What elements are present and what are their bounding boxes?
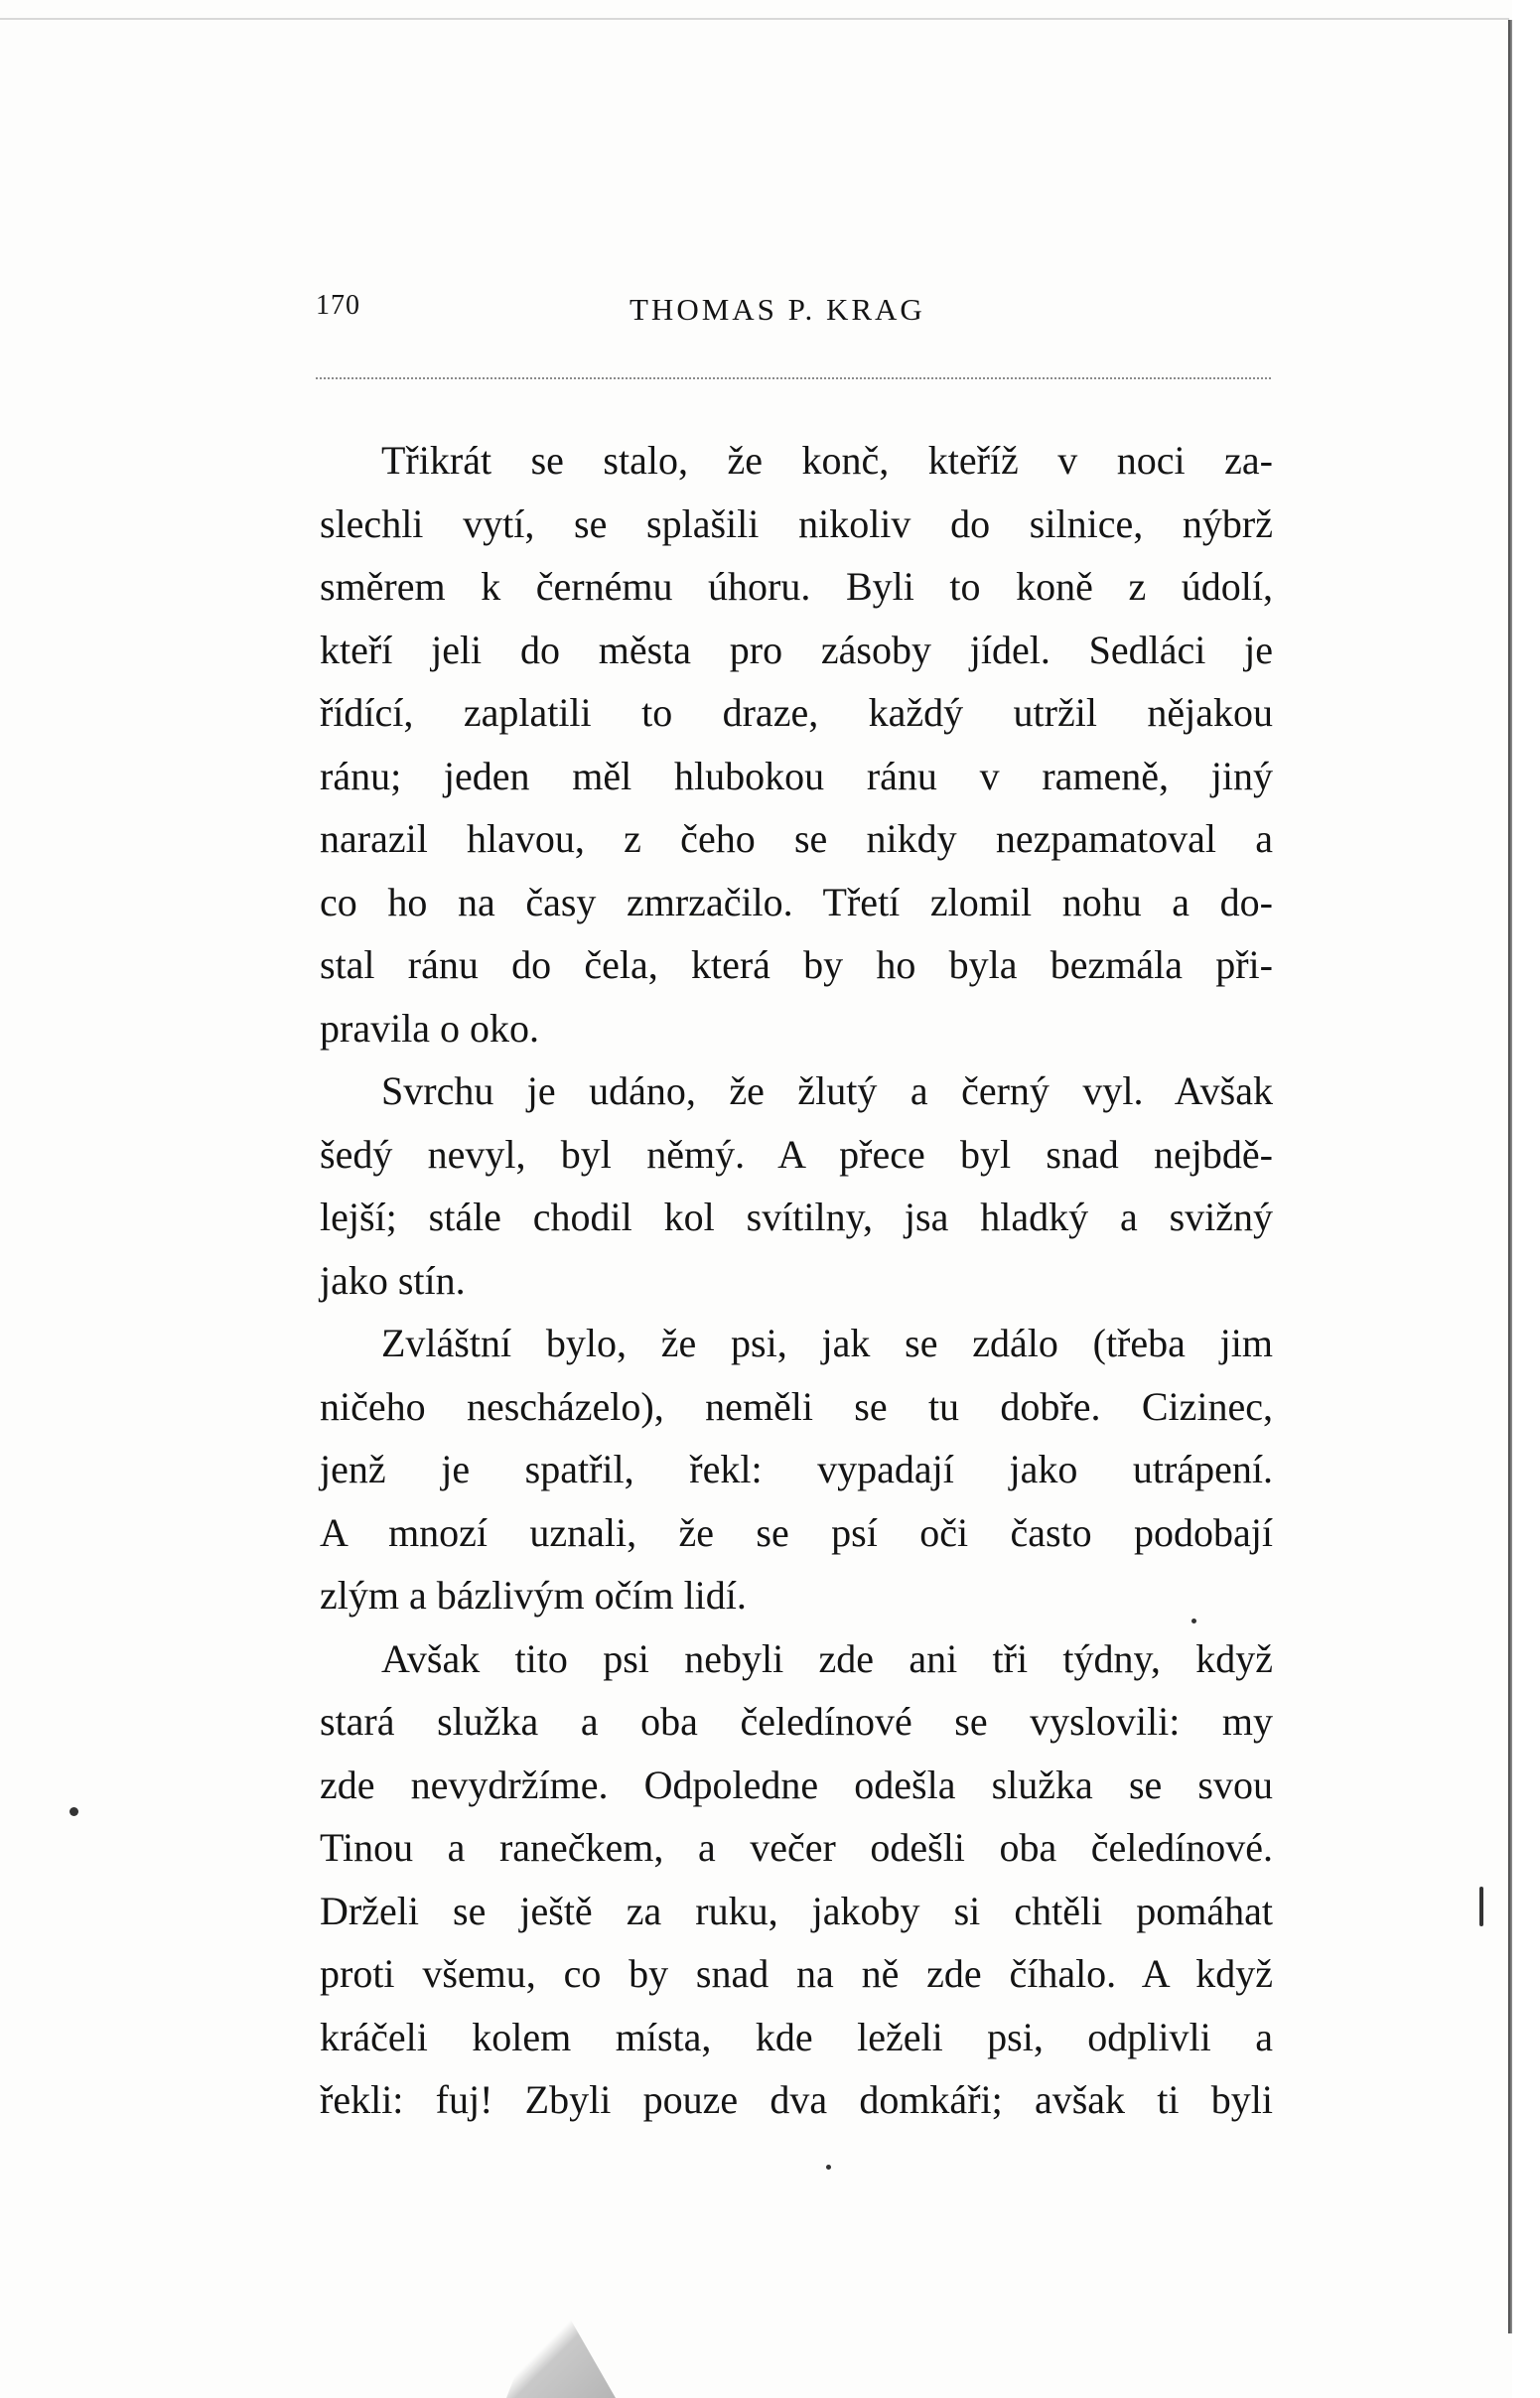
text-line: stará služka a oba čeledínové se vyslovili: my — [320, 1699, 1273, 1744]
header-rule — [316, 377, 1271, 379]
scan-margin — [1512, 0, 1540, 2398]
text-line: slechli vytí, se splašili nikoliv do silnice, nýbrž — [320, 500, 1273, 546]
page-fold-shadow — [506, 2284, 616, 2398]
author-name: THOMAS P. KRAG — [630, 292, 925, 327]
text-line: řídící, zaplatili to draze, každý utržil nějakou — [320, 690, 1273, 735]
scan-speck — [1479, 1887, 1483, 1926]
text-line: Tinou a ranečkem, a večer odešli oba čeledínové. — [320, 1825, 1273, 1870]
scan-speck — [70, 1807, 78, 1816]
scan-speck — [1191, 1619, 1196, 1623]
text-line: kráčeli kolem místa, kde leželi psi, odplivli a — [320, 2014, 1273, 2059]
text-line: řekli: fuj! Zbyli pouze dva domkáři; avšak ti byli — [320, 2077, 1273, 2122]
text-line: kteří jeli do města pro zásoby jídel. Sedláci je — [320, 627, 1273, 672]
running-head — [316, 290, 1289, 340]
text-line: A mnozí uznali, že se psí oči často podobají — [320, 1509, 1273, 1555]
text-line: Zvláštní bylo, že psi, jak se zdálo (třeba jim — [381, 1321, 1273, 1365]
text-line: ničeho nescházelo), neměli se tu dobře. Cizinec, — [320, 1383, 1273, 1429]
text-line: šedý nevyl, byl němý. A přece byl snad nejbdě- — [320, 1131, 1273, 1177]
text-line: zde nevydržíme. Odpoledne odešla služka se svou — [320, 1762, 1273, 1807]
text-line: Avšak tito psi nebyli zde ani tři týdny, když — [381, 1635, 1273, 1681]
page-number: 170 — [316, 290, 360, 321]
text-line: lejší; stále chodil kol svítilny, jsa hladký a svižný — [320, 1195, 1273, 1239]
text-line: zlým a bázlivým očím lidí. — [320, 1573, 747, 1618]
scan-top-edge — [0, 18, 1509, 20]
text-line: co ho na časy zmrzačilo. Třetí zlomil nohu a do- — [320, 879, 1273, 924]
text-line: Drželi se ještě za ruku, jakoby si chtěli pomáhat — [320, 1888, 1273, 1933]
text-line: pravila o oko. — [320, 1005, 540, 1051]
page-binding-edge — [1508, 20, 1512, 2333]
scan-speck — [826, 2165, 831, 2170]
text-line: ránu; jeden měl hlubokou ránu v rameně, jiný — [320, 753, 1273, 798]
text-line: stal ránu do čela, která by ho byla bezmála při- — [320, 942, 1273, 987]
body-text — [320, 429, 1273, 2132]
text-line: jako stín. — [320, 1257, 466, 1303]
text-line: Svrchu je udáno, že žlutý a černý vyl. Avšak — [381, 1068, 1273, 1113]
text-line: Třikrát se stalo, že konč, kteříž v noci za- — [381, 438, 1273, 483]
text-line: jenž je spatřil, řekl: vypadají jako utrápení. — [320, 1447, 1273, 1491]
text-line: proti všemu, co by snad na ně zde číhalo. A když — [320, 1951, 1273, 1996]
text-line: směrem k černému úhoru. Byli to koně z údolí, — [320, 564, 1273, 609]
text-line: narazil hlavou, z čeho se nikdy nezpamatoval a — [320, 816, 1273, 861]
